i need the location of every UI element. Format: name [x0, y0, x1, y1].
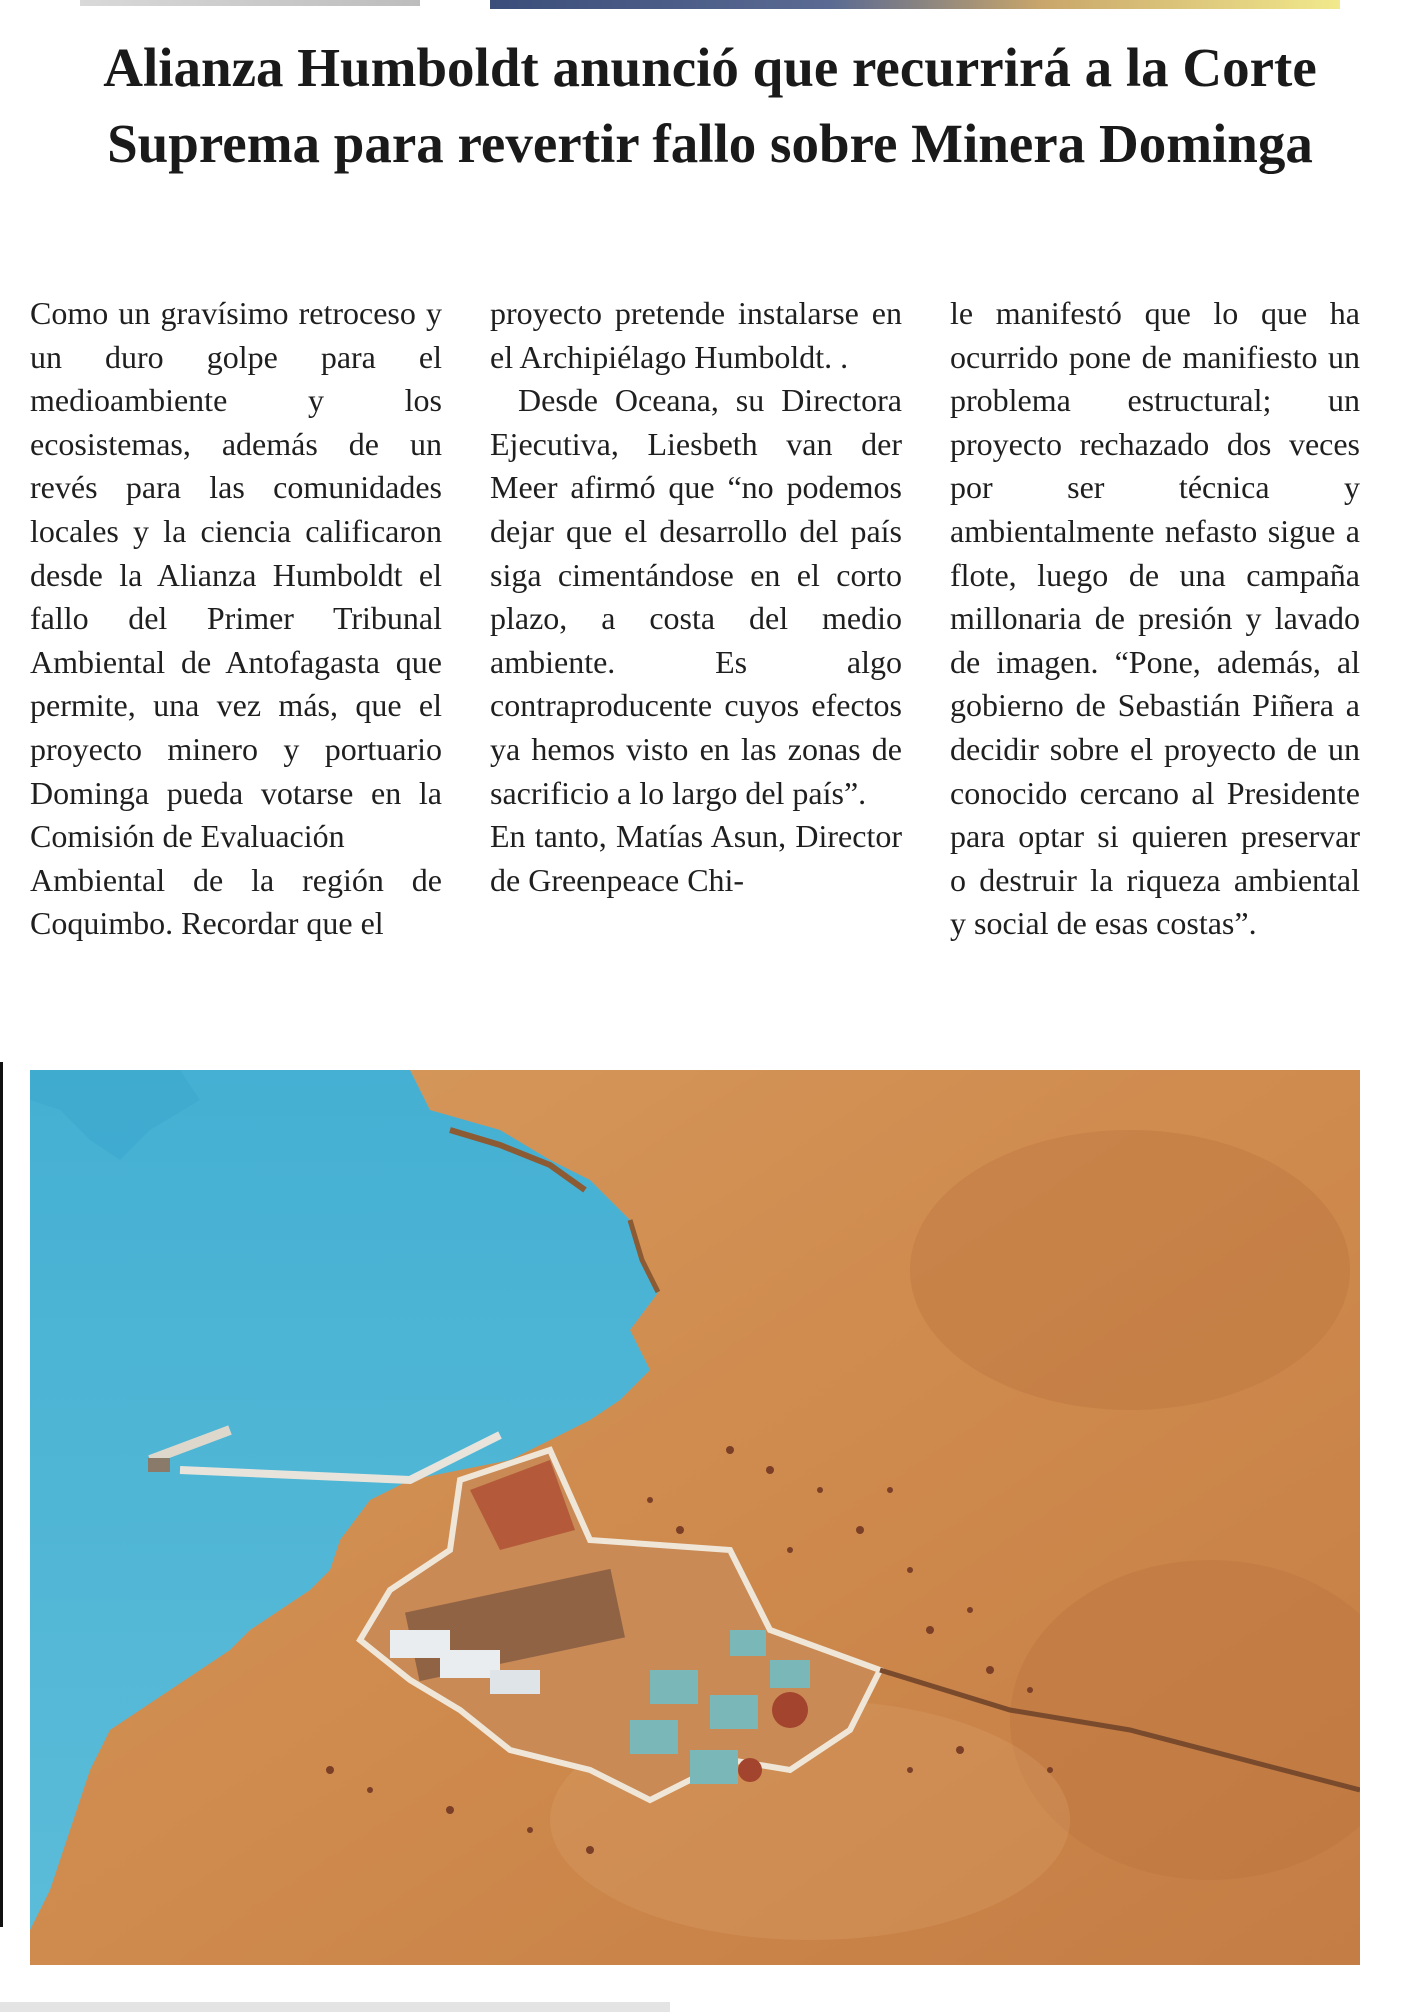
paragraph: En tanto, Matías Asun, Director de Greenpeace Chi- — [490, 818, 902, 898]
article-column-3 — [950, 292, 1360, 946]
previous-article-strip — [80, 0, 420, 6]
next-article-strip — [0, 2002, 670, 2012]
project-aerial-photo — [30, 1070, 1360, 1965]
article-column-2 — [490, 292, 902, 902]
article-column-1 — [30, 292, 442, 946]
article-headline: Alianza Humboldt anunció que recurrirá a la Corte Suprema para revertir fallo sobre Minera Dominga — [103, 37, 1317, 174]
aerial-port-illustration-icon — [30, 1070, 1360, 1965]
paragraph: le manifestó que lo que ha ocurrido pone de manifiesto un problema estructural; un proyecto rechazado dos veces por ser técnica y ambientalmente nefasto sigue a flote, luego de una campaña millonaria de presión y lavado de imagen. “Pone, además, al gobierno de Sebastián Piñera a decidir sobre el proyecto de un conocido cercano al Presidente para optar si quieren preservar o destruir la riqueza ambiental y social de esas costas”. — [950, 295, 1360, 942]
paragraph: Como un gravísimo retroceso y un duro golpe para el medioambiente y los ecosistemas, además de un revés para las comunidades locales y la ciencia calificaron desde la Alianza Humboldt el fallo del Primer Tribunal Ambiental de Antofagasta que permite, una vez más, que el proyecto minero y portuario Dominga pueda votarse en la Comisión de Evaluación — [30, 295, 442, 855]
previous-image-strip — [490, 0, 1340, 9]
paragraph: Ambiental de la región de Coquimbo. Recordar que el — [30, 861, 442, 942]
paragraph: proyecto pretende instalarse en el Archipiélago Humboldt. . — [490, 295, 902, 375]
paragraph: Desde Oceana, su Directora Ejecutiva, Liesbeth van der Meer afirmó que “no podemos dejar que el desarrollo del país siga cimentándose en el corto plazo, a costa del medio ambiente. Es algo contraproducente cuyos efectos ya hemos visto en las zonas de sacrificio a lo largo del país”. — [490, 382, 902, 811]
margin-rule — [0, 1062, 3, 1927]
